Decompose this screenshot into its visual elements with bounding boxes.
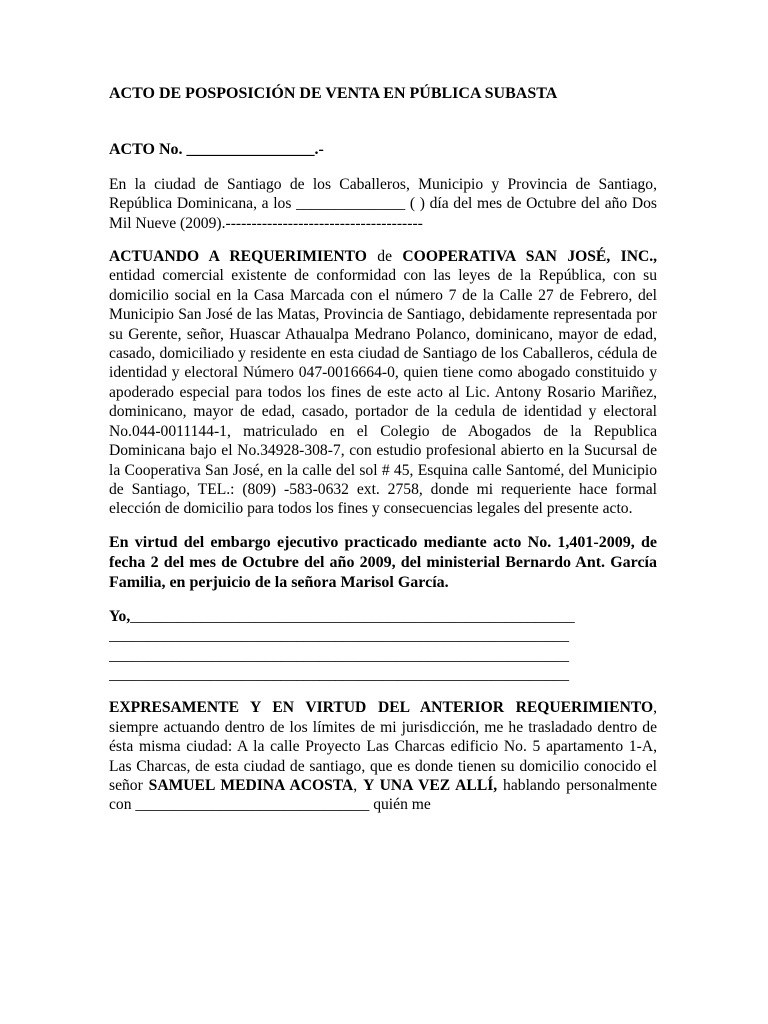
yo-line-2: ___________________________________________________________	[109, 627, 570, 645]
document-page	[109, 84, 657, 815]
expresamente-body-1: , siempre actuando dentro de los límites de mi jurisdicción, me he trasladado dentro de ésta misma ciudad: A la calle Proyecto Las Charcas edificio No. 5 apartamento 1-A, Las Charcas, de esta ciudad de santiago, que es donde tienen su domicilio conocido el señor	[109, 699, 657, 794]
actuando-body: entidad comercial existente de conformidad con las leyes de la República, con su domicilio social en la Casa Marcada con el número 7 de la Calle 27 de Febrero, del Municipio San José de las Matas, Provincia de Santiago, debidamente representada por su Gerente, señor, Huascar Athaualpa Medrano Polanco, dominicano, mayor de edad, casado, domiciliado y residente en esta ciudad de Santiago de los Caballeros, cédula de identidad y electoral Número 047-0016664-0, quien tiene como abogado constituido y apoderado especial para todos los fines de este acto al Lic. Antony Rosario Mariñez, dominicano, mayor de edad, casado, portador de la cedula de identidad y electoral No.044-0011144-1, matriculado en el Colegio de Abogados de la Republica Dominicana bajo el No.34928-308-7, con estudio profesional abierto en la Sucursal de la Cooperativa San José, en la calle del sol # 45, Esquina calle Santomé, del Municipio de Santiago, TEL.: (809) -583-0632 ext. 2758, donde mi requeriente hace formal elección de domicilio para todos los fines y consecuencias legales del presente acto.	[109, 267, 657, 518]
paragraph-ciudad: En la ciudad de Santiago de los Caballeros, Municipio y Provincia de Santiago, República Dominicana, a los ______________ ( ) día del mes de Octubre del año Dos Mil Nueve (2009).--------------------------------------	[109, 175, 657, 232]
actuando-de: de	[366, 248, 403, 266]
yo-blank-1: _________________________________________________________	[130, 607, 575, 625]
cooperativa-name: COOPERATIVA SAN JOSÉ, INC.,	[402, 248, 658, 266]
expresamente-comma: ,	[353, 776, 364, 794]
yo-label: Yo,	[109, 607, 131, 625]
yo-line-4: ___________________________________________________________	[109, 665, 570, 683]
una-vez-alli: Y UNA VEZ ALLÍ,	[363, 776, 498, 794]
expresamente-lead: EXPRESAMENTE Y EN VIRTUD DEL ANTERIOR REQUERIMIENTO	[109, 699, 654, 717]
acto-number: ACTO No. ________________.-	[109, 141, 324, 159]
paragraph-yo	[109, 607, 657, 685]
paragraph-virtud: En virtud del embargo ejecutivo practicado mediante acto No. 1,401-2009, de fecha 2 del mes de Octubre del año 2009, del ministerial Bernardo Ant. García Familia, en perjuicio de la señora Marisol García.	[109, 533, 657, 591]
samuel-name: SAMUEL MEDINA ACOSTA	[148, 776, 354, 794]
yo-line-3: ___________________________________________________________	[109, 646, 570, 664]
expresamente-body-2: hablando personalmente con ______________________________ quién me	[109, 776, 658, 814]
actuando-lead: ACTUANDO A REQUERIMIENTO	[109, 248, 367, 266]
yo-line-1	[109, 607, 657, 626]
paragraph-expresamente	[109, 698, 657, 814]
paragraph-actuando	[109, 247, 657, 519]
document-title: ACTO DE POSPOSICIÓN DE VENTA EN PÚBLICA SUBASTA	[109, 85, 558, 102]
